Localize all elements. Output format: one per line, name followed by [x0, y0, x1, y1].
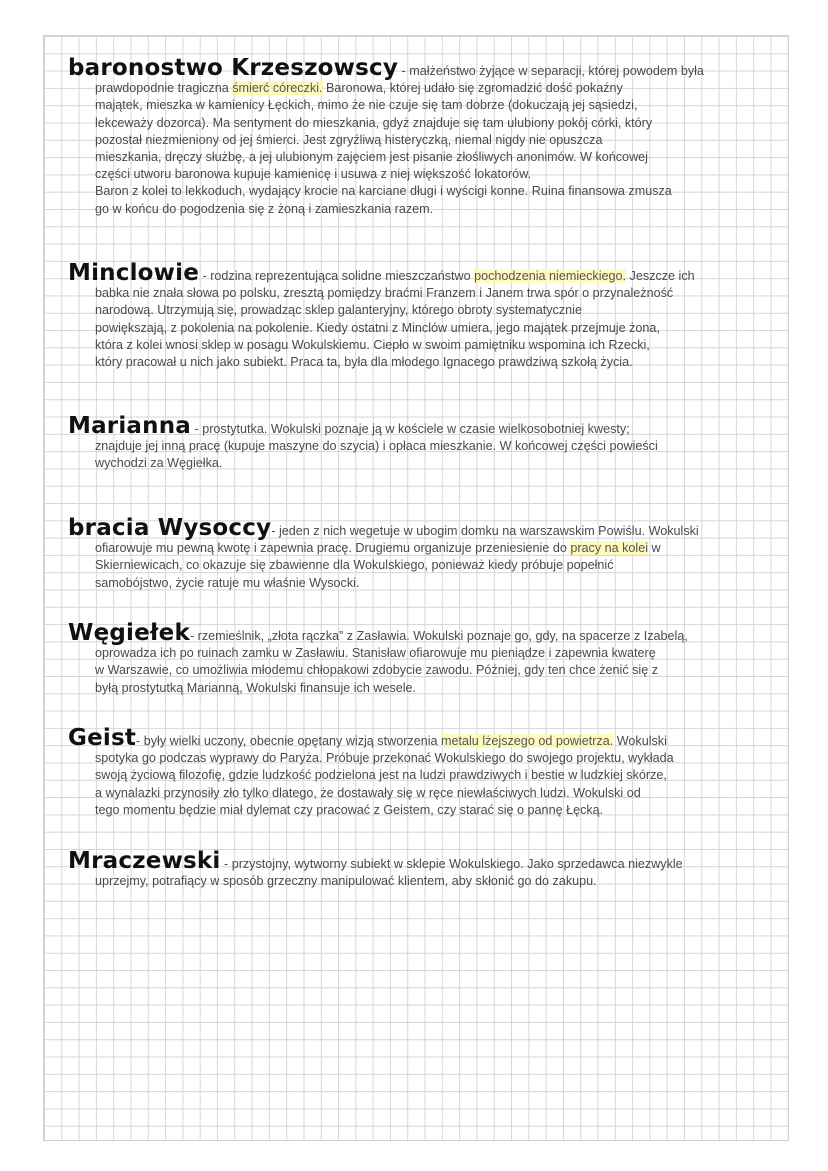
description-text: swoją życiową filozofię, gdzie ludzkość podzielona jest na ludzi prawdziwych i bestie w ludzkiej skórze, — [95, 768, 667, 783]
description-text: babka nie znała słowa po polsku, zresztą pomiędzy braćmi Franzem i Janem trwa spór o przynależność — [95, 286, 674, 301]
character-description-lead-end: Wokulski — [613, 734, 667, 748]
highlighted-text: pracy na kolei — [570, 541, 649, 556]
description-text: znajduje jej inną pracę (kupuje maszyne do szycia) i opłaca mieszkanie. W końcowej części powieści — [95, 439, 658, 454]
description-line — [68, 201, 786, 218]
description-text: tego momentu będzie miał dylemat czy pracować z Geistem, czy starać się o pannę Łęcką. — [95, 802, 604, 817]
character-description-lead: - jeden z nich wegetuje w ubogim domku na warszawskim Powiślu. Wokulski — [271, 524, 699, 538]
character-description-lead: - rodzina reprezentująca solidne mieszczaństwo — [199, 269, 475, 283]
description-text: samobójstwo, życie ratuje mu właśnie Wysocki. — [95, 575, 360, 590]
description-line — [68, 750, 786, 767]
entry-geist — [68, 725, 786, 819]
entry-first-line — [68, 620, 786, 646]
description-line — [68, 662, 786, 679]
description-text: która z kolei wnosi sklep w posagu Wokulskiemu. Ciepło w swoim pamiętniku wspomina ich Rzecki, — [95, 337, 650, 352]
description-text: w Warszawie, co umożliwia młodemu chłopakowi zdobycie zawodu. Później, gdy ten chce żenić się z — [95, 663, 659, 678]
entry-first-line — [68, 515, 786, 541]
description-text: powiększają, z pokolenia na pokolenie. Kiedy ostatni z Minclów umiera, jego majątek przejmuje żona, — [95, 320, 660, 335]
description-text: mieszkania, dręczy służbę, a jej ulubionym zajęciem jest pisanie złośliwych anonimów. W końcowej — [95, 150, 648, 165]
description-line — [68, 80, 786, 97]
character-name: Mraczewski — [68, 848, 221, 874]
character-description-lead: - rzemieślnik, „złota rączka” z Zasławia. Wokulski poznaje go, gdy, na spacerze z Izabelą, — [189, 629, 688, 643]
character-name: Węgiełek — [68, 620, 190, 646]
description-text: lekceważy dozorca). Ma sentyment do mieszkania, gdyż znajduje się tam ulubiony pokój córki, który — [95, 115, 653, 130]
character-name: Minclowie — [68, 260, 199, 286]
description-line — [68, 802, 786, 819]
description-line — [68, 132, 786, 149]
description-text: Baronowa, której udało się zgromadzić dość pokaźny — [322, 81, 623, 96]
description-text: prawdopodnie tragiczna — [95, 81, 233, 96]
description-line — [68, 557, 786, 574]
character-description-lead-end: Jeszcze ich — [626, 269, 695, 283]
description-text: spotyka go podczas wyprawy do Paryża. Próbuje przekonać Wokulskiego do swojego projektu, wykłada — [95, 751, 674, 766]
description-text: części utworu baronowa kupuje kamienicę i usuwa z niej większość lokatorów. — [95, 167, 532, 182]
description-line — [68, 337, 786, 354]
highlighted-text: pochodzenia niemieckiego. — [474, 269, 627, 283]
description-text: Skierniewicach, co okazuje się zbawienne dla Wokulskiego, ponieważ kiedy próbuje popełnić — [95, 558, 614, 573]
description-text: ofiarowuje mu pewną kwotę i zapewnia pracę. Drugiemu organizuje przeniesienie do — [95, 541, 571, 556]
character-description-lead: - prostytutka. Wokulski poznaje ją w kościele w czasie wielkosobotniej kwesty; — [191, 422, 630, 436]
character-name: Geist — [68, 725, 137, 751]
description-line — [68, 285, 786, 302]
description-line — [68, 354, 786, 371]
description-line — [68, 540, 786, 557]
entry-wysoccy — [68, 515, 786, 592]
description-line — [68, 680, 786, 697]
character-name: bracia Wysoccy — [68, 515, 272, 541]
description-line — [68, 97, 786, 114]
description-line — [68, 645, 786, 662]
description-line — [68, 320, 786, 337]
description-text: majątek, mieszka w kamienicy Łęckich, mimo że nie czuje się tam dobrze (dokuczają jej sąsiedzi, — [95, 98, 638, 113]
description-text: który pracował u nich jako subiekt. Praca ta, była dla młodego Ignacego prawdziwą szkołą życia. — [95, 355, 633, 370]
entry-first-line — [68, 848, 786, 874]
character-name: baronostwo Krzeszowscy — [68, 55, 399, 81]
entry-marianna — [68, 413, 786, 473]
description-text: wychodzi za Węgiełka. — [95, 456, 223, 471]
entry-krzeszowscy — [68, 55, 786, 218]
description-text: go w końcu do pogodzenia się z żoną i zamieszkania razem. — [95, 201, 434, 216]
description-line — [68, 455, 786, 472]
description-text: pozostał niezmieniony od jej śmierci. Jest zgryźliwą histeryczką, niemal nigdy nie opuszcza — [95, 132, 603, 147]
highlighted-text: metalu lżejszego od powietrza. — [441, 734, 614, 748]
entry-first-line — [68, 260, 786, 286]
description-text: w — [648, 541, 661, 556]
entry-first-line — [68, 725, 786, 751]
entry-mraczewski — [68, 848, 786, 890]
description-line — [68, 149, 786, 166]
description-line — [68, 115, 786, 132]
description-line — [68, 785, 786, 802]
entry-minclowie — [68, 260, 786, 371]
description-line — [68, 438, 786, 455]
entry-wegielek — [68, 620, 786, 697]
entry-first-line — [68, 413, 786, 439]
description-line — [68, 575, 786, 592]
character-description-lead: - małżeństwo żyjące w separacji, której powodem była — [398, 64, 704, 78]
description-line — [68, 166, 786, 183]
description-line — [68, 873, 786, 890]
description-line — [68, 767, 786, 784]
description-line — [68, 302, 786, 319]
description-text: a wynalazki przynosiły zło tylko dlatego, że dostawały się w ręce niewłaściwych ludzi. Wokulski od — [95, 785, 641, 800]
description-text: oprowadza ich po ruinach zamku w Zasławiu. Stanisław ofiarowuje mu pieniądze i zapewnia kwaterę — [95, 646, 656, 661]
description-text: Baron z kolei to lekkoduch, wydający krocie na karciane długi i wyścigi konne. Ruina finansowa zmusza — [95, 184, 672, 199]
description-line — [68, 183, 786, 200]
character-description-lead: - były wielki uczony, obecnie opętany wizją stworzenia — [136, 734, 442, 748]
description-text: narodową. Utrzymują się, prowadząc sklep galanteryjny, którego obroty systematycznie — [95, 303, 582, 318]
highlighted-text: śmierć córeczki. — [232, 81, 323, 96]
description-text: byłą prostytutką Marianną, Wokulski finansuje ich wesele. — [95, 680, 417, 695]
entry-first-line — [68, 55, 786, 81]
description-text: uprzejmy, potrafiący w sposób grzeczny manipulować klientem, aby skłonić go do zakupu. — [95, 874, 597, 889]
character-description-lead: - przystojny, wytworny subiekt w sklepie Wokulskiego. Jako sprzedawca niezwykle — [220, 857, 683, 871]
character-name: Marianna — [68, 413, 192, 439]
